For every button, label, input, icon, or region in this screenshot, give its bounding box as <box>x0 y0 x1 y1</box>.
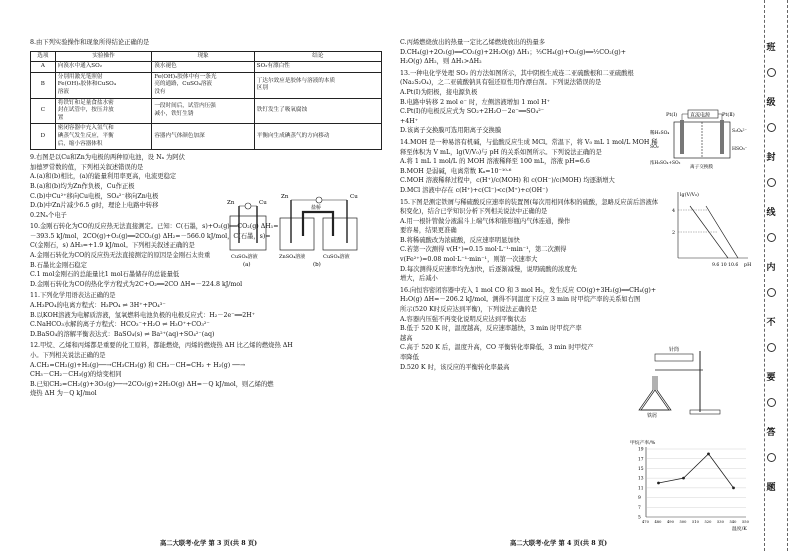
q12c-line: H₂O(g) ΔH₂，则 ΔH₁>ΔH₂ <box>400 58 482 66</box>
q8-cell-op <box>55 72 152 98</box>
q13-line: 13.一种电化学处理 SO₂ 的方法如图所示，其中阴极生成连二亚硫酸根和二亚硫酸根 <box>400 69 634 77</box>
q16-ytick: 11 <box>638 486 644 492</box>
q15-line: C.若第一次测得 v(H⁺)=0.15 mol·L⁻¹·min⁻¹，第二次测得 <box>400 246 567 254</box>
q12c-line: D.CH₄(g)+2O₂(g)══CO₂(g)+2H₂O(g) ΔH₁；½CH₄(g)+O₂(g)══½CO₂(g)+ <box>400 48 627 56</box>
q15-line: 积变化)，结合已学知识分析下列相关说法中正确的是 <box>400 208 548 216</box>
q8-table-row <box>31 72 382 98</box>
binding-circle <box>767 288 776 297</box>
q8-cell-ph <box>152 72 254 98</box>
q8-cell-line: 容器内气体颜色加深 <box>154 132 205 139</box>
q16-data-point <box>732 486 735 489</box>
q14-line: A.将 1 mL 1 mol/L 的 MOH 溶液稀释至 100 mL，溶液 pH=6.6 <box>400 158 590 166</box>
q13-electrolysis-figure <box>650 108 755 172</box>
right-page <box>400 0 760 551</box>
q13-fig-hso3: HSO₃⁻ <box>732 147 748 152</box>
q8-cell-line: 后，缩小容器体积 <box>57 140 103 147</box>
q11-line: C.NaHCO₃水解的离子方程式：HCO₃⁻+H₂O ⇌ H₃O⁺+CO₃²⁻ <box>30 321 210 329</box>
q8-cell-line: 一段时间后，试管内压强 <box>154 103 216 110</box>
q12-continued <box>400 38 755 67</box>
binding-circle <box>767 178 776 187</box>
q10-line: C(金刚石，s) ΔH₃=+1.9 kJ/mol。下列相关叙述正确的是 <box>30 242 195 250</box>
q16-ytick: 17 <box>638 457 644 463</box>
q8-cell-line: 封在试管中，按压并放 <box>57 107 114 114</box>
q9-line: 9.右图是以Cu和Zn为电极的两种原电池，设 Nₐ 为阿伏 <box>30 154 185 162</box>
q10-line: D.金刚石转化为CO的热化学方程式为2C+O₂══2CO ΔH=－224.8 kJ/mol <box>30 280 243 288</box>
q8-cell-line: Fe(OH)₃胶体和CuSO₄ <box>57 81 116 88</box>
q16-data-point <box>657 482 660 485</box>
q12-line: 烧热 ΔH 为－Q kJ/mol <box>30 390 97 398</box>
q9-line: 0.2Nₐ个电子 <box>30 211 67 219</box>
q11-line: B.以KOH溶液为电解质溶液，氢氧燃料电池负极的电极反应式：H₂－2e⁻══2H⁺ <box>30 311 256 319</box>
q16-xtick: 500 <box>679 520 687 524</box>
q16-line: B.低于 520 K 时，温度越高，反应速率越快，3 min 时甲烷产率 <box>400 325 582 333</box>
q15-line: B.将稀硫酸改为浓硫酸，反应速率明显加快 <box>400 236 520 244</box>
q14-graph <box>668 188 753 268</box>
q16-ytick: 5 <box>638 515 641 521</box>
q15-apparatus <box>635 346 725 418</box>
q9-cell-figure <box>225 188 365 268</box>
q8-table-row <box>31 124 382 150</box>
q8-cell-line: 向溴水中通入SO₂ <box>57 63 102 70</box>
q16-chart-ylabel: 甲烷产率/% <box>630 441 656 446</box>
q14-y1: 4 <box>672 209 676 214</box>
q15-line: D.每次测得反应速率均先加快，后逐渐减慢，说明硫酸的浓度先 <box>400 265 577 273</box>
q8-option: D <box>31 124 56 150</box>
right-footer: 高二大联考·化学 第 4 页(共 8 页) <box>510 540 608 547</box>
q8-cell-line: 溴水褪色 <box>154 63 177 70</box>
q14-line: C.MOH 溶液稀释过程中，c(H⁺)/c(MOH) 和 c(OH⁻)/c(MOH) 均逐渐增大 <box>400 177 615 185</box>
q10-line: B.石墨比金刚石稳定 <box>30 261 88 269</box>
q15-line: v(Fe²⁺)=0.08 mol·L⁻¹·min⁻¹，则第一次速率大 <box>400 256 538 264</box>
q9-line: D.(b)中Zn片减少6.5 g时，理论上电路中转移 <box>30 202 159 210</box>
q9-line: C.(b)中Cu²⁺移向Cu电极，SO₄²⁻移向Zn电极 <box>30 192 159 200</box>
q15-fig-syringe: 针筒 <box>669 347 680 353</box>
q16-xtick: 490 <box>667 520 674 524</box>
q16-line: C.高于 520 K 后，温度升高，CO 平衡转化率降低，3 min 时甲烷产 <box>400 344 594 352</box>
q8-cell-con <box>254 124 381 150</box>
q9-line: A.(a)和(b)相比，(a)的能量利用率更高，电流更稳定 <box>30 173 177 181</box>
q8-cell-con <box>254 62 381 73</box>
binding-circle <box>767 123 776 132</box>
q16-data-point <box>682 477 685 480</box>
q9-fig-label-a: (a) <box>243 262 251 268</box>
q11-line: 11.下列化学用语表达正确的是 <box>30 292 116 300</box>
binding-circle <box>767 453 776 462</box>
q16-line: A.容器内压强不再变化说明反应达到平衡状态 <box>400 315 527 323</box>
q9-fig-label-b: (b) <box>313 262 321 268</box>
q16-line: 16.向恒容密闭容器中充入 1 mol CO 和 3 mol H₂，发生反应 CO(g)+3H₂(g)══CH₄(g)+ <box>400 286 657 294</box>
q16-ytick: 7 <box>638 505 641 511</box>
q8-cell-ph <box>152 98 254 124</box>
q15-line: 要容易，结果更准确 <box>400 227 457 235</box>
q8-cell-line: 区别 <box>256 85 268 92</box>
q9-fig-sol-a: CuSO₄溶液 <box>231 254 258 260</box>
binding-strip <box>760 0 794 551</box>
q13-line: (Na₂S₂O₄)，之二亚硫酸钠具有强还原性用作漂白剂。下列说法错误的是 <box>400 79 602 87</box>
q14-line: B.MOH 是弱碱，电离常数 Kₐ=10⁻¹⁰·⁶ <box>400 167 512 175</box>
q8-cell-line: 丁达尔效应是胶体与溶液的本质 <box>256 77 336 84</box>
q12-line: 小。下列相关说法正确的是 <box>30 352 106 359</box>
q8-cell-line: 亮的通路，CuSO₄溶液 <box>154 81 213 88</box>
q8-option: B <box>31 72 56 98</box>
q12c-line: C.丙烯燃烧放出的热量一定比乙烯燃烧放出的热量多 <box>400 39 546 46</box>
q14-ticks: 9.6 10 10.6 <box>712 263 739 268</box>
q9-line: 加德罗常数的值，下列相关叙述错误的是 <box>30 163 144 171</box>
q10-line: C.1 mol金刚石的总能量比1 mol石墨储存的总能量低 <box>30 271 180 279</box>
q8-cell-line: 密闭容器中充入氢气和 <box>57 125 114 132</box>
binding-char: 级 <box>766 98 776 108</box>
q16-chart <box>628 437 756 532</box>
q15-line: A.用一根针管做分液漏斗上端气体和锥形瓶内气体连通，操作 <box>400 217 571 225</box>
q13-line: A.Pt(Ⅰ)为阳极，接电源负极 <box>400 88 478 96</box>
q8-table-row <box>31 62 382 73</box>
binding-char: 线 <box>766 208 776 218</box>
q14-line: D.MCl 溶液中存在 c(H⁺)+c(Cl⁻)<c(M⁺)+c(OH⁻) <box>400 186 548 194</box>
q8-cell-op <box>55 124 152 150</box>
q9-fig-zn-b: Zn <box>281 194 289 200</box>
q10-line: A.金刚石转化为CO的反应热无法直接测定的原因是金刚石太贵重 <box>30 252 211 260</box>
q8-option: C <box>31 98 56 124</box>
q9-fig-bridge: 盐桥 <box>311 205 322 211</box>
q13-fig-membrane: 离子交换膜 <box>690 165 713 170</box>
q13-line: D.该离子交换膜可选用阳离子交换膜 <box>400 127 502 135</box>
q13-fig-s2o4: S₂O₄²⁻ <box>732 129 747 134</box>
q13-line: C.Pt(Ⅰ)的电极反应式为 SO₂+2H₂O－2e⁻══SO₄²⁻ <box>400 108 545 116</box>
q13-fig-pt2: Pt(Ⅱ) <box>722 112 735 118</box>
q8-table <box>30 51 382 151</box>
q8-cell-op <box>55 62 152 73</box>
q14-y2: 2 <box>672 231 676 236</box>
q16-line: H₂O(g) ΔH=－206.2 kJ/mol。测得不同温度下反应 3 min 时甲烷产率的关系如右图 <box>400 296 641 304</box>
q9-fig-cu-b: Cu <box>350 194 358 200</box>
q8-cell-line: 将铁钉和足量食盐水密 <box>57 99 114 106</box>
q16-line: 所示(520 K时反应达到平衡)，下列说法正确的是 <box>400 306 537 314</box>
q10-line: －393.5 kJ/mol，2CO(g)+O₂(g)══2CO₂(g) ΔH₂=－566.0 kJ/mol，C(石墨，s)= <box>30 232 271 240</box>
q15-line: 15.下图是测定铁屑与稀硫酸反应速率的装置图(每次用相同体积的硫酸，忽略反应前后溶液体 <box>400 198 659 206</box>
q8-cell-line: 碘蒸气发生反应，平衡 <box>57 132 114 139</box>
q8-cell-line: Fe(OH)₃胶体中有一条光 <box>154 73 217 80</box>
q16-line: D.520 K 时，该反应的平衡转化率最高 <box>400 363 510 371</box>
binding-char: 班 <box>766 43 776 53</box>
q8-table-row <box>31 98 382 124</box>
q14-ylabel: lg(V/V₀) <box>680 193 699 198</box>
q8-cell-line: 没有 <box>154 88 166 95</box>
q13-line: B.电路中转移 2 mol e⁻ 时，左侧溶液增加 1 mol H⁺ <box>400 98 550 106</box>
binding-circle <box>767 233 776 242</box>
binding-char: 不 <box>766 318 776 328</box>
q8-option: A <box>31 62 56 73</box>
q14-line: 释至体积为 V mL，lg(V/V₀)与 pH 的关系如图所示。下列说法正确的是 <box>400 148 602 156</box>
q8-stem: 8.由下列实验操作和现象所得结论正确的是 <box>30 39 150 46</box>
q8-cell-line: 减小，铁钉生锈 <box>154 110 194 117</box>
q14-xlabel: pH <box>744 263 752 268</box>
q16-xtick: 540 <box>729 520 737 524</box>
q8-cell-line: 平衡向生成碘蒸气的方向移动 <box>256 132 330 139</box>
binding-circle <box>767 343 776 352</box>
q16-xtick: 520 <box>704 520 712 524</box>
q16-ytick: 9 <box>638 496 641 502</box>
q16-data-point <box>707 452 710 455</box>
q8-table-header: 现象 <box>152 51 254 62</box>
q15-line: 增大，后减小 <box>400 275 438 283</box>
q13-fig-so2: SO₂ <box>650 145 659 150</box>
q12 <box>30 341 390 399</box>
q9-fig-sol-b2: CuSO₄溶液 <box>323 254 350 260</box>
q8-cell-line: 溶液 <box>57 88 69 95</box>
q16-xtick: 480 <box>654 520 662 524</box>
q14-line: 14.MOH 是一种易溶有机碱，与盐酸反应生成 MCl。常温下，将 V₀ mL 1 mol/L MOH 稀 <box>400 138 658 146</box>
q12-line: B.已知CH₂=CH₂(g)+3O₂(g)──→2CO₂(g)+2H₂O(g) ΔH=－Q kJ/mol，则乙烯的燃 <box>30 380 274 388</box>
q8-table-header: 结论 <box>254 51 381 62</box>
q16-ytick: 19 <box>638 447 644 453</box>
q16-chart-xlabel: 温度/K <box>732 527 747 532</box>
binding-char: 内 <box>766 263 776 273</box>
q13-fig-power: 直流电源 <box>690 112 711 119</box>
q12-line: CH₃－CH₂－CH₃(g)的焓变相同 <box>30 371 122 379</box>
q8-cell-line: SO₂有漂白性 <box>256 63 290 70</box>
q8-cell-line: 置 <box>57 114 64 121</box>
binding-char: 题 <box>766 483 776 493</box>
q16-line: 率降低 <box>400 354 419 361</box>
q8-cell-op <box>55 98 152 124</box>
q13-line: +4H⁺ <box>400 117 419 125</box>
q16-xtick: 510 <box>692 520 699 524</box>
q9-fig-sol-b1: ZnSO₄溶液 <box>279 254 306 260</box>
binding-char: 要 <box>766 373 776 383</box>
binding-circle <box>767 398 776 407</box>
q16-xtick: 530 <box>717 520 724 524</box>
q9-fig-cu-a: Cu <box>259 200 267 206</box>
left-footer: 高二大联考·化学 第 3 页(共 8 页) <box>160 540 258 547</box>
q8-cell-ph <box>152 124 254 150</box>
q11 <box>30 291 390 339</box>
q8-cell-line: 铁钉发生了吸氧腐蚀 <box>256 107 308 114</box>
q12-line: 12.甲烷、乙烯和丙烯都是重要的化工原料，都能燃烧，丙烯的燃烧热 ΔH 比乙烯的燃烧热 ΔH <box>30 342 293 350</box>
q13-fig-bottom-left: 浓H₂SO₄+SO₂ <box>650 161 681 166</box>
q16-series-line <box>659 454 734 488</box>
q10-line: 10.金刚石转化为CO的反应热无法直接测定。已知：C(石墨，s)+O₂(g)══CO₂(g) ΔH₁= <box>30 223 279 231</box>
binding-char: 封 <box>766 153 776 163</box>
q8-table-header: 实验操作 <box>55 51 152 62</box>
q8-cell-con <box>254 72 381 98</box>
binding-char: 答 <box>766 428 776 438</box>
left-page <box>0 0 395 551</box>
q9-fig-zn-a: Zn <box>227 200 235 206</box>
q8-table-header: 选项 <box>31 51 56 62</box>
q16-ytick: 13 <box>638 476 644 482</box>
q8-cell-con <box>254 98 381 124</box>
q8-cell-ph <box>152 62 254 73</box>
q16-xtick: 470 <box>642 520 649 524</box>
binding-circle <box>767 68 776 77</box>
q13-fig-left-in: 稀H₂SO₄ <box>650 131 670 136</box>
q16-xtick: 550 <box>742 520 749 524</box>
q8-cell-line: 分别用激光笔照射 <box>57 73 103 80</box>
q12-line: A.CH₂=CH₂(g)+H₂(g)──→CH₃CH₃(g) 和 CH₃－CH=CH₂ + H₂(g) ──→ <box>30 361 246 369</box>
q13-fig-pt1: Pt(Ⅰ) <box>666 112 678 118</box>
q11-line: A.H₃PO₄的电离方程式：H₃PO₄ ⇌ 3H⁺+PO₄³⁻ <box>30 302 166 310</box>
q15-fig-iron: 铁屑 <box>647 413 658 418</box>
q9-line: B.(a)和(b)均为Zn作负极，Cu作正极 <box>30 182 135 190</box>
q11-line: D.BaSO₄的溶解平衡表达式：BaSO₄(s) ⇌ Ba²⁺(aq)+SO₄²⁻(aq) <box>30 330 215 338</box>
q16-ytick: 15 <box>638 467 644 473</box>
q16-line: 越高 <box>400 334 413 342</box>
